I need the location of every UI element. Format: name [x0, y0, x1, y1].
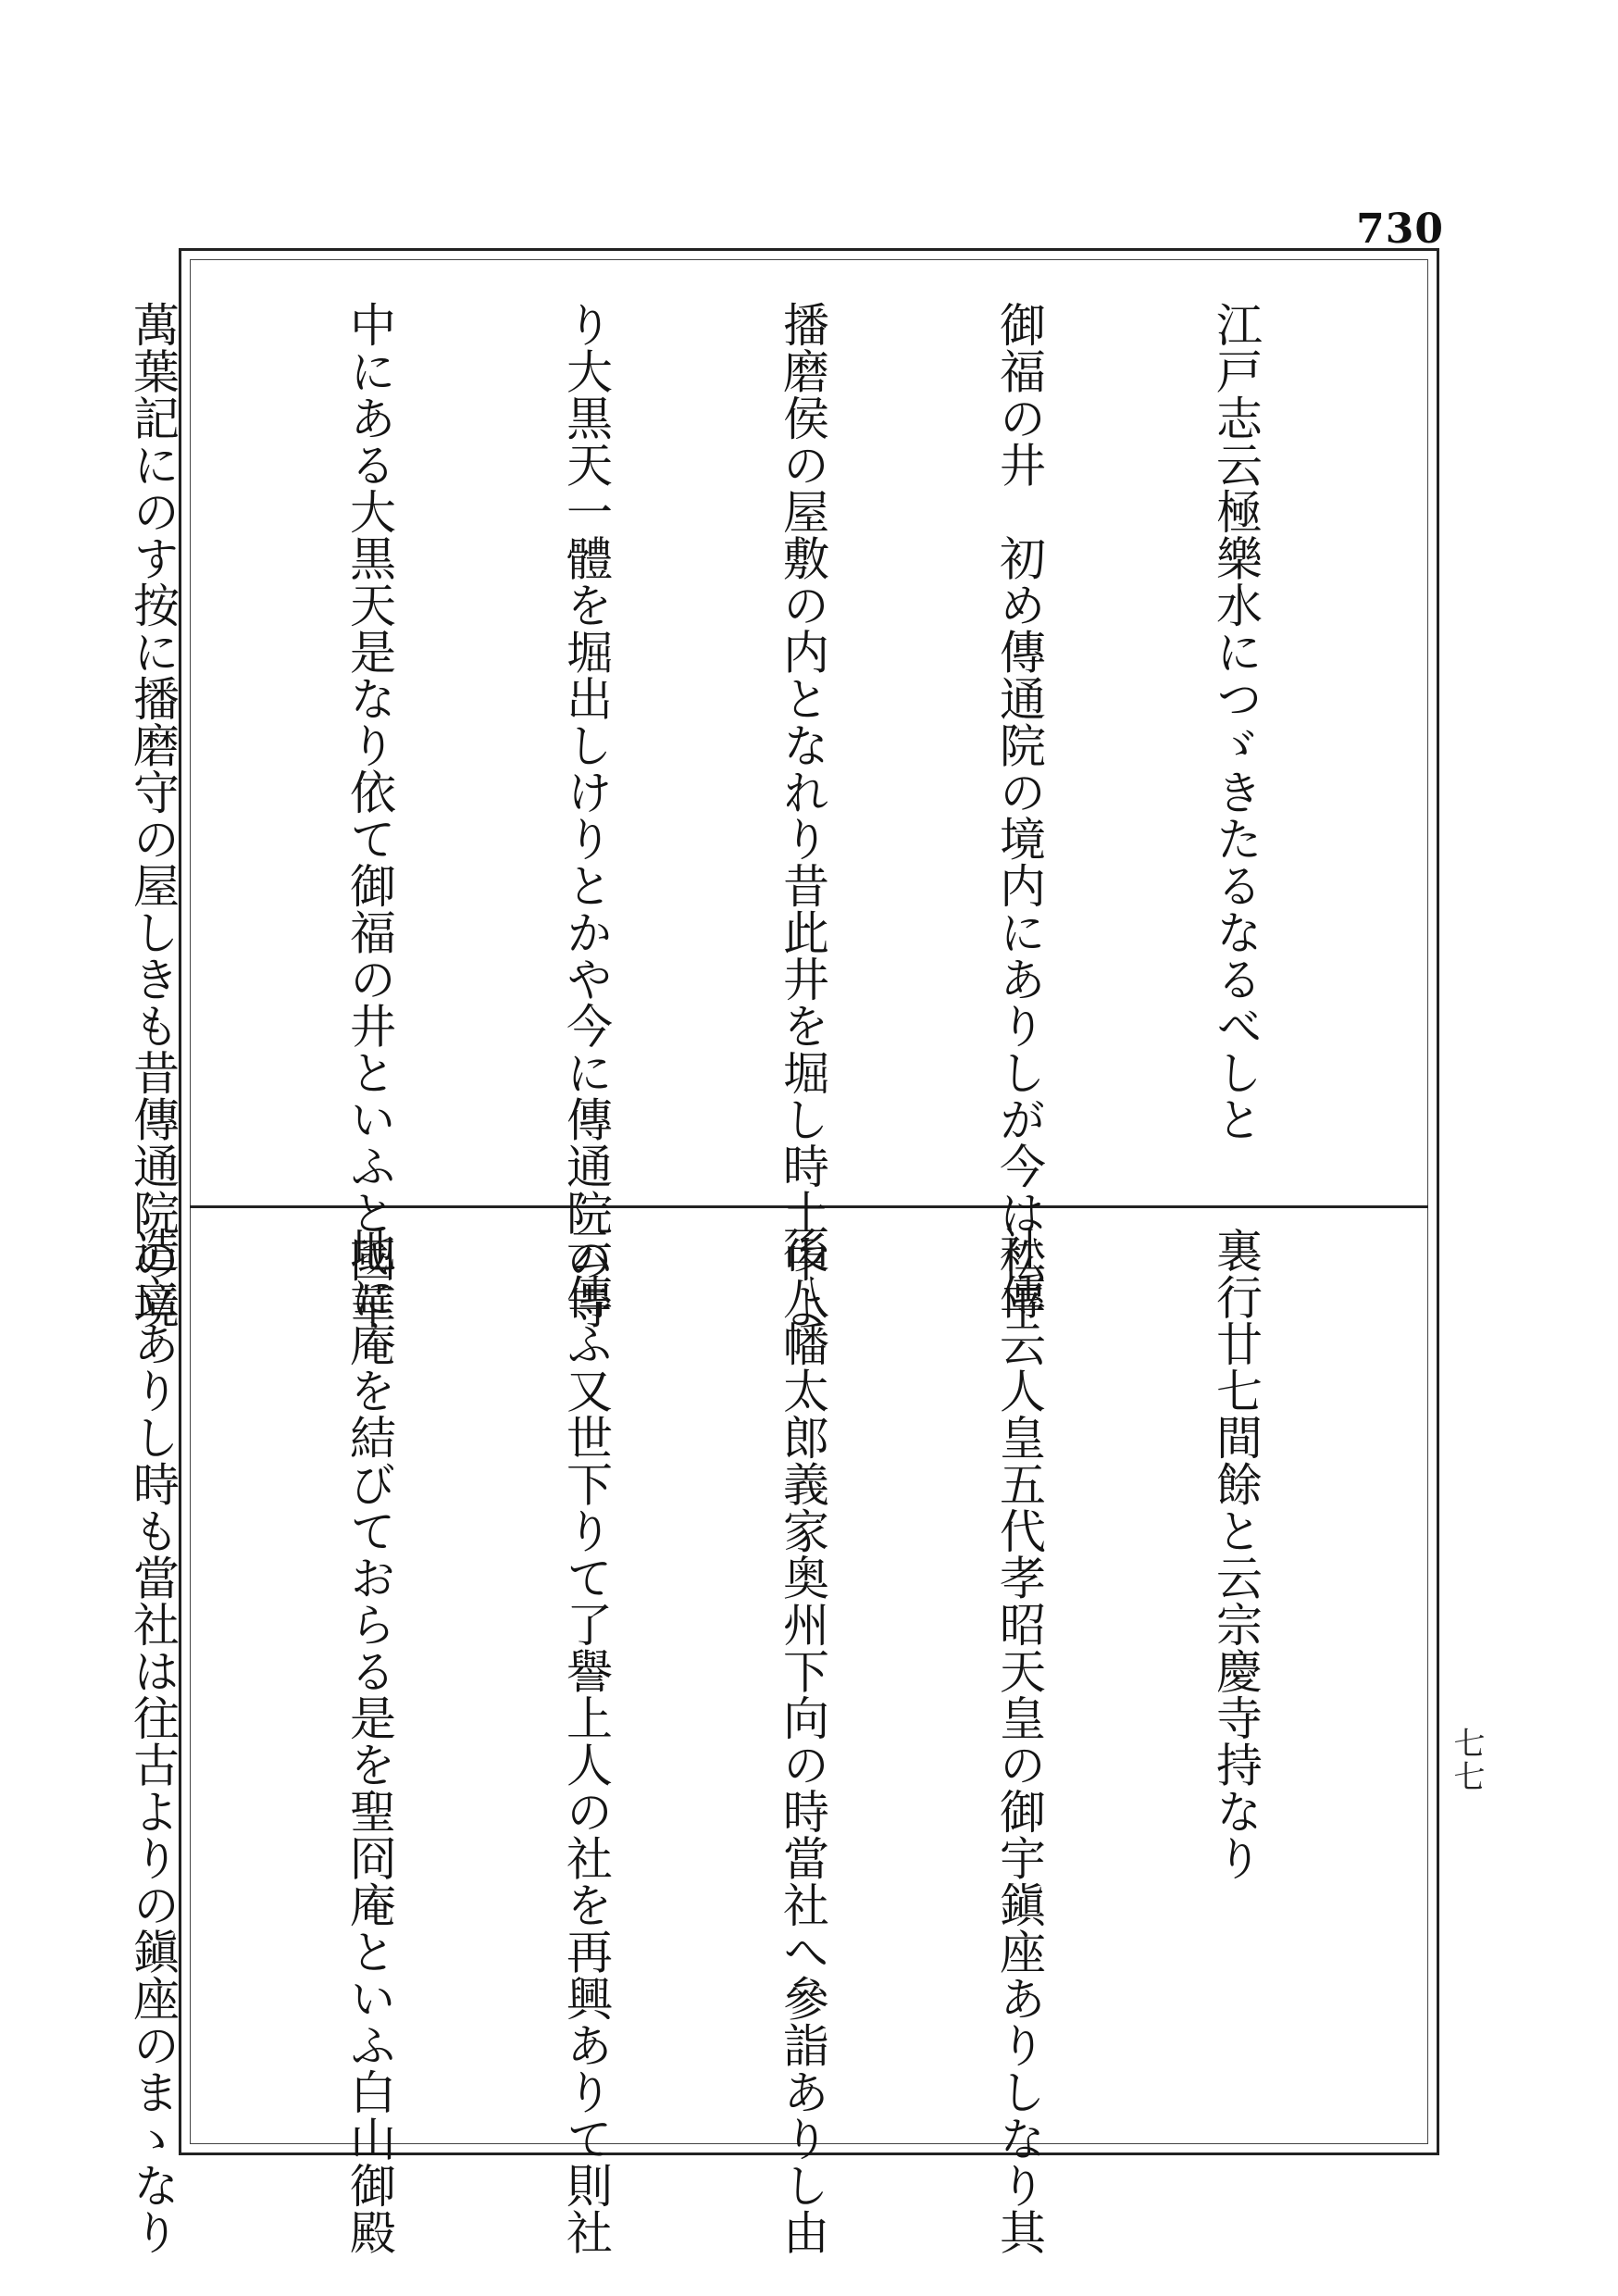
lower-text-block	[126, 1227, 1416, 2255]
upper-text-block	[126, 301, 1416, 1329]
upper-line: 御福の井 初め傳通院の境内にありしが今は松平	[992, 301, 1046, 1329]
lower-line: 造立ありし時も當社は往古よりの鎭座のまゝなり	[126, 1227, 180, 2255]
page-number: 730	[1356, 206, 1444, 253]
upper-line: 播磨侯の屋敷の内となれり昔此井を堀し時土中よ	[776, 301, 829, 1329]
lower-line: 後八幡太郎義家奥州下向の時當社へ參詣ありし由	[776, 1227, 829, 2255]
side-folio: 七七	[1448, 1727, 1485, 1793]
upper-line: り大黒天一體を堀出しけりとかや今に傳通院の寺	[559, 301, 613, 1329]
lower-line: 裏行廿七間餘と云宗慶寺持なり	[1209, 1227, 1263, 1881]
lower-line: 地に庵を結びておらる是を聖冏庵といふ白山御殿	[342, 1227, 396, 2255]
upper-line: 萬葉記にのす按に播磨守の屋しきも昔傳通院の境	[126, 301, 180, 1329]
upper-line: 江戸志云極樂水につゞきたるなるべしと	[1209, 301, 1263, 1142]
lower-line: 社傳云人皇五代孝昭天皇の御宇鎭座ありしなり其	[992, 1227, 1046, 2255]
lower-line: 云傳ふ又世下りて了譽上人の社を再興ありて則社	[559, 1227, 613, 2255]
upper-line: 中にある大黒天是なり依て御福の井といふと國華	[342, 301, 396, 1329]
